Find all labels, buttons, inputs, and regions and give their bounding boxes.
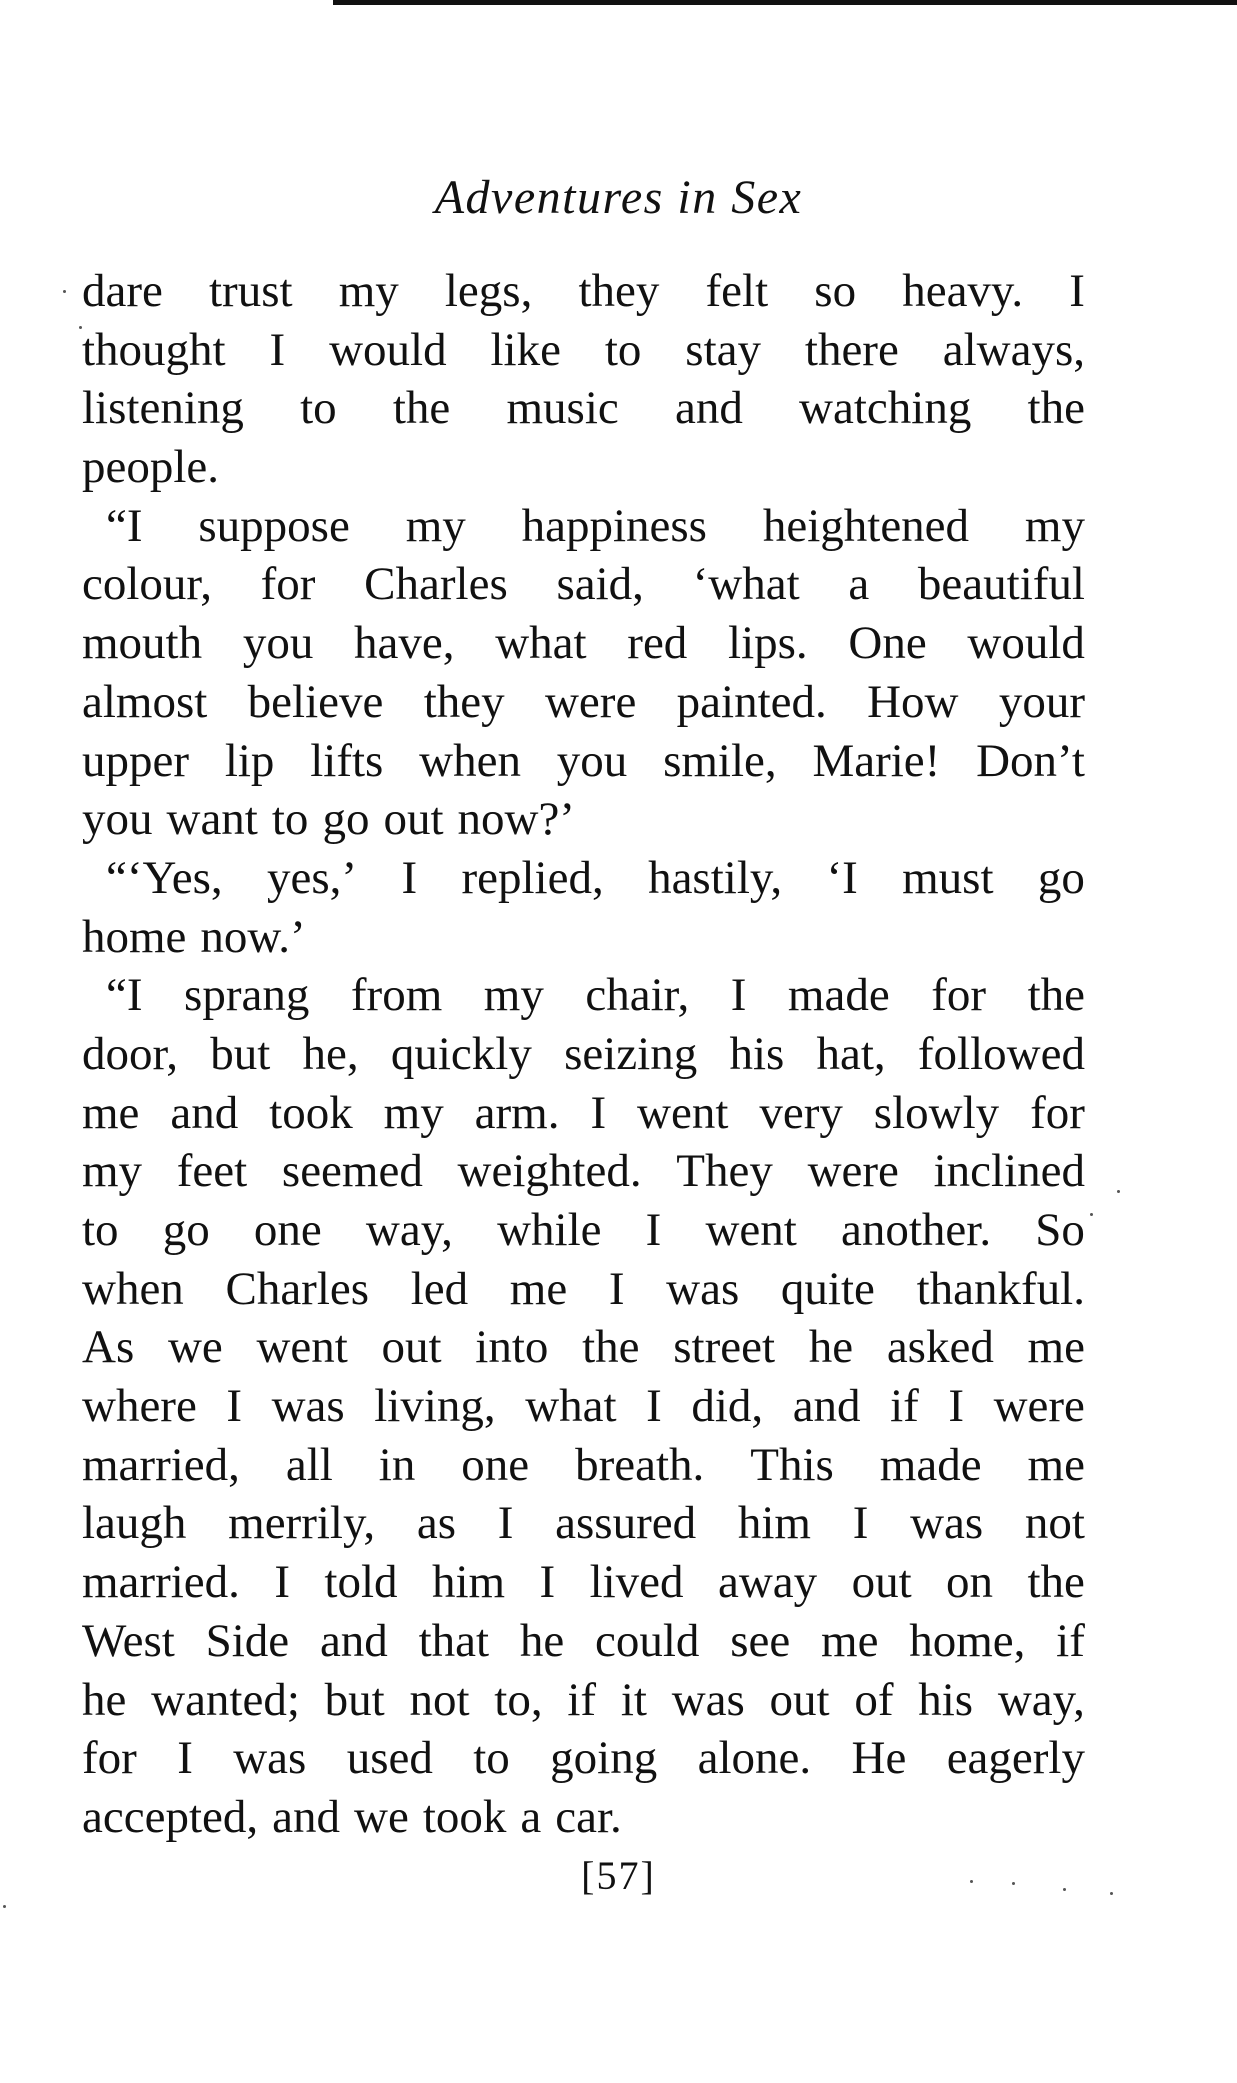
text-word: out <box>769 1673 830 1726</box>
text-word: assured <box>555 1497 697 1550</box>
text-word: a <box>848 558 870 611</box>
text-word: for <box>1030 1086 1085 1139</box>
text-word: was <box>271 1380 345 1433</box>
text-word: I <box>645 1204 662 1256</box>
text-word: one <box>461 1438 530 1491</box>
text-word: As <box>82 1321 135 1374</box>
text-word: “I <box>106 969 143 1022</box>
text-word: home, <box>909 1614 1026 1667</box>
text-word: chair, <box>585 969 690 1022</box>
text-word: like <box>490 323 561 376</box>
text-word: see <box>730 1614 791 1667</box>
text-word: now.’ <box>200 910 306 963</box>
running-head: Adventures in Sex <box>434 171 803 224</box>
text-word: I <box>226 1380 243 1433</box>
text-word: “I <box>106 499 143 552</box>
text-line <box>82 1318 1085 1377</box>
text-word: him <box>737 1497 811 1550</box>
text-word: hastily, <box>648 851 783 904</box>
text-word: One <box>848 617 927 670</box>
text-line <box>82 614 1085 673</box>
text-word: me <box>1027 1321 1085 1374</box>
text-word: him <box>431 1556 506 1609</box>
text-word: Side <box>205 1614 290 1667</box>
text-word: his <box>918 1673 974 1726</box>
text-word: weighted. <box>457 1145 642 1198</box>
text-word: happiness <box>521 499 707 552</box>
text-word: me <box>1027 1438 1085 1491</box>
text-word: he <box>82 1673 127 1726</box>
text-word: thankful. <box>916 1262 1085 1315</box>
text-word: my <box>1024 499 1085 552</box>
text-word: of <box>854 1673 894 1726</box>
text-word: very <box>759 1086 843 1139</box>
text-word: but <box>324 1673 385 1726</box>
text-word: would <box>329 323 447 376</box>
text-word: replied, <box>461 851 604 904</box>
text-word: there <box>804 323 899 376</box>
text-word: my <box>82 1145 143 1198</box>
text-line <box>82 1494 1085 1553</box>
body-text <box>82 262 1085 1847</box>
text-word: I <box>177 1732 193 1785</box>
text-word: watching <box>799 382 972 435</box>
text-word: one <box>253 1204 322 1256</box>
text-word: must <box>902 851 994 904</box>
text-word: I <box>269 323 286 376</box>
scan-speck <box>1090 1213 1093 1216</box>
text-word: living, <box>374 1380 496 1433</box>
text-word: as <box>416 1497 457 1550</box>
text-word: I <box>401 851 418 904</box>
text-word: not <box>1024 1497 1085 1550</box>
text-word: now?’ <box>457 793 575 846</box>
text-word: breath. <box>575 1438 705 1491</box>
text-word: led <box>410 1262 469 1315</box>
text-word: to <box>271 793 309 846</box>
text-word: out <box>851 1556 912 1609</box>
text-word: said, <box>556 558 644 611</box>
text-word: for <box>260 558 316 611</box>
text-word: go <box>162 1204 210 1256</box>
text-word: for <box>931 969 987 1022</box>
text-line <box>82 262 1085 321</box>
text-line <box>82 438 1085 497</box>
text-word: they <box>578 265 660 317</box>
text-word: when <box>82 1262 184 1315</box>
text-word: to, <box>494 1673 543 1726</box>
text-word: colour, <box>82 558 212 611</box>
text-word: eagerly <box>946 1732 1085 1785</box>
text-word: Marie! <box>812 734 941 787</box>
text-word: This <box>750 1438 834 1491</box>
text-word: red <box>627 617 688 670</box>
text-word: He <box>851 1732 907 1785</box>
text-word: and <box>319 1614 388 1667</box>
text-word: were <box>807 1145 899 1198</box>
text-word: Don’t <box>976 734 1085 787</box>
text-word: quite <box>780 1262 875 1315</box>
text-line <box>82 1729 1085 1788</box>
text-word: me <box>82 1086 140 1139</box>
text-word: you <box>82 793 153 846</box>
scan-speck <box>3 1905 6 1908</box>
text-word: away <box>717 1556 818 1609</box>
text-word: wanted; <box>151 1673 300 1726</box>
text-word: and <box>674 382 743 435</box>
text-line <box>82 1671 1085 1730</box>
text-word: to <box>82 1204 119 1256</box>
text-word: my <box>338 265 399 317</box>
text-word: he, <box>302 1027 359 1080</box>
text-word: where <box>82 1380 197 1433</box>
text-word: door, <box>82 1027 179 1080</box>
text-word: ‘I <box>826 851 858 904</box>
top-rule <box>333 0 1237 5</box>
text-word: going <box>550 1732 658 1785</box>
text-word: was <box>233 1732 307 1785</box>
text-word: the <box>1027 969 1085 1022</box>
text-word: my <box>405 499 466 552</box>
text-word: so <box>814 265 857 317</box>
text-line <box>82 673 1085 732</box>
text-word: me <box>821 1614 879 1667</box>
text-word: How <box>867 675 959 728</box>
text-word: merrily, <box>228 1497 376 1550</box>
text-word: could <box>595 1614 700 1667</box>
text-word: way, <box>365 1204 453 1256</box>
text-word: was <box>910 1497 984 1550</box>
text-word: into <box>475 1321 549 1374</box>
text-word: accepted, <box>82 1790 259 1843</box>
text-word: we <box>167 1321 223 1374</box>
text-word: used <box>346 1732 433 1785</box>
text-word: want <box>166 793 258 846</box>
text-word: lips. <box>728 617 808 670</box>
text-word: made <box>787 969 890 1022</box>
text-word: if <box>567 1673 597 1726</box>
text-word: the <box>392 382 451 435</box>
text-word: I <box>646 1380 662 1433</box>
text-line <box>82 1025 1085 1084</box>
text-word: ‘what <box>692 558 800 611</box>
text-word: not <box>409 1673 470 1726</box>
text-word: go <box>1037 851 1085 904</box>
text-word: were <box>544 675 637 728</box>
text-line <box>82 379 1085 438</box>
text-word: made <box>879 1438 982 1491</box>
text-word: asked <box>886 1321 994 1374</box>
text-word: Charles <box>364 558 508 611</box>
text-word: the <box>582 1321 640 1374</box>
text-word: but <box>210 1027 271 1080</box>
scan-speck <box>63 290 66 293</box>
text-word: feet <box>176 1145 248 1198</box>
text-word: painted. <box>676 675 827 728</box>
text-word: seizing <box>564 1027 698 1080</box>
scan-speck <box>1063 1888 1066 1891</box>
text-word: you <box>556 734 628 787</box>
text-word: I <box>539 1556 556 1609</box>
text-word: suppose <box>198 499 350 552</box>
text-word: people. <box>82 441 220 494</box>
text-word: I <box>608 1262 625 1315</box>
text-word: went <box>705 1204 797 1256</box>
text-word: seemed <box>281 1145 423 1198</box>
text-word: on <box>946 1556 994 1609</box>
text-line <box>82 1260 1085 1319</box>
text-word: would <box>967 617 1085 670</box>
text-word: I <box>274 1556 290 1609</box>
text-word: my <box>383 1086 444 1139</box>
text-word: music <box>506 382 619 435</box>
text-word: beautiful <box>917 558 1085 611</box>
text-word: was <box>666 1262 740 1315</box>
text-word: took <box>269 1086 353 1139</box>
text-word: I <box>948 1380 965 1433</box>
text-word: if <box>1056 1614 1085 1667</box>
text-word: told <box>324 1556 398 1609</box>
text-word: all <box>285 1438 333 1491</box>
text-word: that <box>418 1614 490 1667</box>
text-line <box>82 908 1085 967</box>
text-line <box>82 732 1085 791</box>
text-word: heavy. <box>902 265 1024 317</box>
scan-speck <box>1117 1190 1120 1193</box>
text-word: always, <box>942 323 1085 376</box>
text-line <box>82 1377 1085 1436</box>
text-word: married, <box>82 1438 240 1491</box>
text-word: mouth <box>82 617 203 670</box>
text-word: in <box>378 1438 416 1491</box>
text-word: I <box>1069 265 1085 317</box>
text-word: it <box>620 1673 647 1726</box>
text-line <box>82 1553 1085 1612</box>
text-word: legs, <box>444 265 533 317</box>
text-word: what <box>525 1380 617 1433</box>
text-line <box>82 497 1085 556</box>
text-word: dare <box>82 265 163 317</box>
text-line <box>82 1201 1085 1260</box>
text-word: went <box>256 1321 348 1374</box>
text-word: “‘Yes, <box>106 851 223 904</box>
text-word: hat, <box>816 1027 886 1080</box>
text-word: stay <box>685 323 761 376</box>
text-word: thought <box>82 323 226 376</box>
text-word: took <box>422 1790 507 1843</box>
text-word: did, <box>691 1380 764 1433</box>
text-word: alone. <box>697 1732 812 1785</box>
text-line <box>82 1084 1085 1143</box>
text-word: for <box>82 1732 137 1785</box>
text-word: street <box>673 1321 776 1374</box>
text-word: Charles <box>225 1262 370 1315</box>
text-word: smile, <box>663 734 777 787</box>
text-word: went <box>637 1086 729 1139</box>
text-word: slowly <box>873 1086 1000 1139</box>
text-word: So <box>1035 1204 1085 1256</box>
text-word: I <box>730 969 747 1022</box>
text-word: lived <box>589 1556 684 1609</box>
text-word: yes,’ <box>267 851 358 904</box>
text-word: if <box>890 1380 919 1433</box>
text-word: were <box>993 1380 1085 1433</box>
text-word: to <box>604 323 642 376</box>
text-word: I <box>497 1497 514 1550</box>
text-word: felt <box>705 265 769 317</box>
text-word: quickly <box>390 1027 532 1080</box>
text-word: when <box>419 734 521 787</box>
text-word: followed <box>917 1027 1085 1080</box>
text-word: a <box>520 1790 542 1843</box>
scan-speck <box>1110 1892 1113 1895</box>
text-word: we <box>354 1790 409 1843</box>
scan-speck <box>970 1880 973 1883</box>
text-word: and <box>272 1790 340 1843</box>
text-word: go <box>322 793 370 846</box>
text-line <box>82 555 1085 614</box>
text-word: car. <box>555 1790 622 1843</box>
text-word: home <box>82 910 187 963</box>
text-word: while <box>497 1204 602 1256</box>
text-word: have, <box>354 617 455 670</box>
text-line <box>82 790 1085 849</box>
page-number: [57] <box>581 1853 656 1898</box>
text-word: lip <box>224 734 275 787</box>
text-word: heightened <box>762 499 970 552</box>
text-word: believe <box>247 675 384 728</box>
text-word: they <box>423 675 505 728</box>
scan-speck <box>79 326 82 329</box>
text-line <box>82 321 1085 380</box>
text-word: he <box>519 1614 565 1667</box>
text-word: way, <box>997 1673 1085 1726</box>
text-line <box>82 849 1085 908</box>
text-word: I <box>852 1497 869 1550</box>
text-line <box>82 1436 1085 1495</box>
text-word: what <box>495 617 587 670</box>
text-word: inclined <box>933 1145 1085 1198</box>
text-word: another. <box>841 1204 992 1256</box>
text-word: from <box>350 969 443 1022</box>
text-word: almost <box>82 675 208 728</box>
text-word: and <box>792 1380 861 1433</box>
text-word: upper <box>82 734 190 787</box>
text-word: your <box>998 675 1085 728</box>
text-word: his <box>729 1027 785 1080</box>
text-word: out <box>381 1321 442 1374</box>
text-line <box>82 1142 1085 1201</box>
text-word: trust <box>209 265 293 317</box>
text-word: They <box>676 1145 773 1198</box>
text-word: out <box>383 793 444 846</box>
text-line <box>82 966 1085 1025</box>
text-word: married. <box>82 1556 240 1609</box>
text-word: was <box>671 1673 745 1726</box>
text-word: the <box>1027 382 1085 435</box>
text-word: my <box>483 969 544 1022</box>
text-word: laugh <box>82 1497 187 1550</box>
text-line <box>82 1788 1085 1847</box>
text-word: sprang <box>184 969 310 1022</box>
text-line <box>82 1612 1085 1671</box>
text-word: the <box>1027 1556 1085 1609</box>
text-word: to <box>300 382 337 435</box>
text-word: I <box>590 1086 607 1139</box>
text-word: listening <box>82 382 244 435</box>
text-word: he <box>808 1321 854 1374</box>
text-word: to <box>473 1732 510 1785</box>
text-word: me <box>509 1262 568 1315</box>
text-word: lifts <box>310 734 384 787</box>
text-word: and <box>170 1086 239 1139</box>
scan-speck <box>1012 1882 1015 1885</box>
text-word: you <box>242 617 314 670</box>
text-word: arm. <box>474 1086 560 1139</box>
text-word: West <box>82 1614 175 1667</box>
